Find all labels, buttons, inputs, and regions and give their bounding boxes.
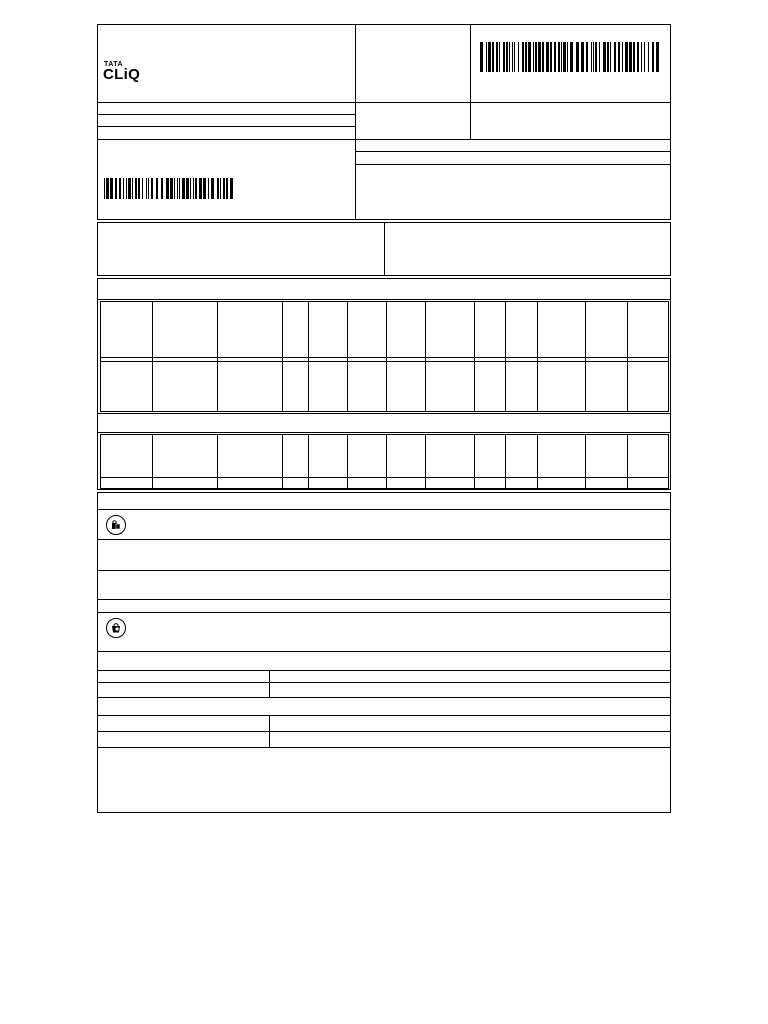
details-divider (269, 670, 270, 698)
table-column-divider (217, 301, 218, 412)
order-barcode (480, 42, 662, 72)
table-column-divider (308, 434, 309, 489)
table-column-divider (308, 301, 309, 412)
table-column-divider (386, 301, 387, 412)
info-row (97, 539, 671, 571)
items-section-rule (97, 432, 671, 433)
gift-bag-icon (106, 618, 126, 638)
table-column-divider (152, 301, 153, 412)
table-column-divider (474, 434, 475, 489)
table-column-divider (347, 301, 348, 412)
header-rule (97, 139, 671, 140)
footer-block (97, 747, 671, 813)
table-column-divider (505, 434, 506, 489)
details-table (97, 697, 671, 748)
shipment-barcode (104, 178, 234, 199)
header-divider-2 (470, 24, 471, 139)
items-section-rule (97, 413, 671, 414)
table-column-divider (537, 301, 538, 412)
table-column-divider (537, 434, 538, 489)
items-section-rule (97, 299, 671, 300)
table-column-divider (627, 301, 628, 412)
table-column-divider (282, 301, 283, 412)
info-row (97, 599, 671, 613)
header-rule (355, 164, 671, 165)
shopping-note-row (97, 509, 671, 540)
header-rule (355, 151, 671, 152)
table-column-divider (282, 434, 283, 489)
header-rule (97, 126, 355, 127)
table-column-divider (152, 434, 153, 489)
brand-logo-bottom: CLiQ (103, 66, 141, 83)
details-rule (97, 715, 671, 716)
header-rule (97, 102, 671, 103)
table-column-divider (425, 434, 426, 489)
table-column-divider (505, 301, 506, 412)
table-column-divider (585, 434, 586, 489)
info-row (97, 570, 671, 600)
shopping-bag-icon (106, 515, 126, 535)
total-row (97, 492, 671, 510)
table-column-divider (627, 434, 628, 489)
header-divider-1 (355, 24, 356, 220)
table-column-divider (425, 301, 426, 412)
address-divider (384, 222, 385, 276)
table-header-rule (100, 357, 669, 358)
details-table (97, 651, 671, 698)
tax-table-rule (100, 477, 669, 478)
details-rule (97, 682, 671, 683)
brand-logo-top: TATA (104, 61, 124, 68)
gift-note-row (97, 612, 671, 652)
table-column-divider (474, 301, 475, 412)
table-column-divider (347, 434, 348, 489)
table-column-divider (217, 434, 218, 489)
table-column-divider (386, 434, 387, 489)
table-header-rule (100, 361, 669, 362)
tax-table (100, 434, 669, 489)
details-rule (97, 670, 671, 671)
table-column-divider (585, 301, 586, 412)
details-divider (269, 715, 270, 748)
details-rule (97, 731, 671, 732)
header-rule (97, 114, 355, 115)
